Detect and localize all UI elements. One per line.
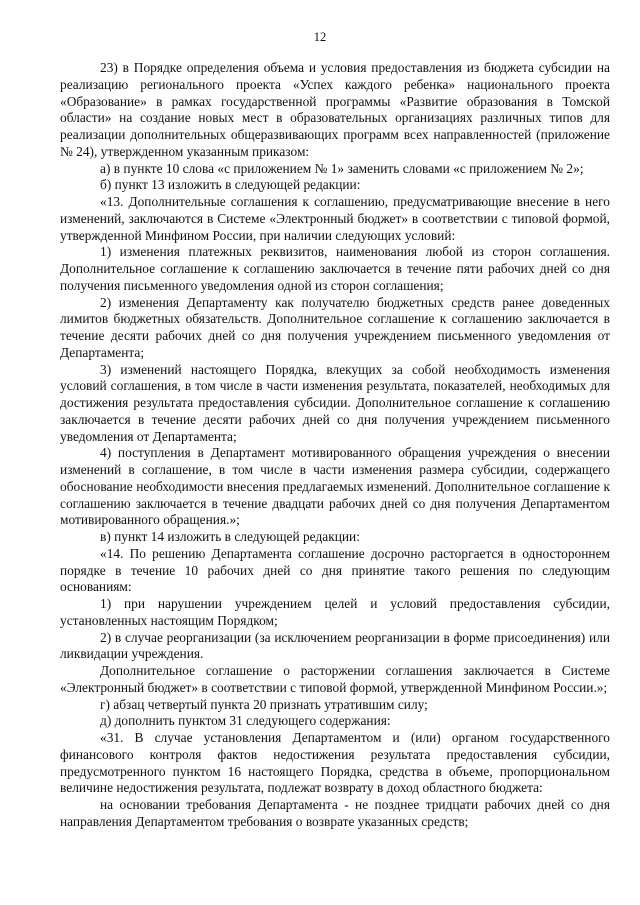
paragraph-14: «14. По решению Департамента соглашение досрочно расторгается в одностороннем порядке в течение 10 рабочих дней со дня принятие такого решения по следующим основаниям:: [60, 545, 610, 595]
paragraph-13-item-4: 4) поступления в Департамент мотивированного обращения учреждения о внесении изменений в соглашение, в том числе в части изменения размера субсидии, содержащего обоснование необходимости внесения предлагаемых изменений. Дополнительное соглашение к соглашению заключается в течение двадцати рабочих дней со дня получения Департаментом мотивированного обращения.»;: [60, 445, 610, 528]
document-body: [60, 60, 610, 831]
paragraph-31: «31. В случае установления Департаментом и (или) органом государственного финансового контроля фактов недостижения результата предоставления субсидии, предусмотренного пунктом 16 настоящего Порядка, средства в объеме, пропорциональном величине недостижения результата, подлежат возврату в доход областного бюджета:: [60, 730, 610, 796]
paragraph-g: г) абзац четвертый пункта 20 признать утратившим силу;: [100, 696, 428, 712]
paragraph-13-item-1: 1) изменения платежных реквизитов, наименования любой из сторон соглашения. Дополнительное соглашение к соглашению заключается в течение пяти рабочих дней со дня получения письменного уведомления одной из сторон соглашения;: [60, 244, 610, 293]
paragraph-14-termination: Дополнительное соглашение о расторжении соглашения заключается в Системе «Электронный бюджет» в соответствии с типовой формой, утвержденной Минфином России.»;: [60, 663, 610, 695]
paragraph-b: б) пункт 13 изложить в следующей редакции:: [100, 177, 361, 193]
paragraph-14-item-1: 1) при нарушении учреждением целей и условий предоставления субсидии, установленных настоящим Порядком;: [60, 596, 610, 628]
paragraph-14-item-2: 2) в случае реорганизации (за исключением реорганизации в форме присоединения) или ликвидации учреждения.: [60, 629, 610, 662]
paragraph-13: «13. Дополнительные соглашения к соглашению, предусматривающие внесение в него изменений, заключаются в Системе «Электронный бюджет» в соответствии с типовой формой, утвержденной Минфином России, при наличии следующих условий:: [60, 194, 610, 243]
page-number: 12: [313, 30, 327, 44]
paragraph-23-intro: 23) в Порядке определения объема и условия предоставления из бюджета субсидии на реализацию регионального проекта «Успех каждого ребенка» национального проекта «Образование» в рамках государственной программы «Развитие образования в Томской области» на создание новых мест в образовательных организациях различных типов для реализации дополнительных общеразвивающих программ всех направленностей (приложение № 24), утвержденном указанным приказом:: [60, 60, 610, 159]
paragraph-13-item-3: 3) изменений настоящего Порядка, влекущих за собой необходимость изменения условий соглашения, в том числе в части изменения результата, показателей, необходимых для достижения результата предоставления субсидии. Дополнительное соглашение к соглашению заключается в течение десяти рабочих дней со дня получения учреждением письменного уведомления от Департамента;: [60, 361, 610, 444]
paragraph-v: в) пункт 14 изложить в следующей редакции:: [100, 529, 360, 544]
paragraph-d: д) дополнить пунктом 31 следующего содержания:: [100, 713, 391, 729]
paragraph-13-item-2: 2) изменения Департаменту как получателю бюджетных средств ранее доведенных лимитов бюджетных обязательств. Дополнительное соглашение к соглашению заключается в течение десяти рабочих дней со дня получения учреждением письменного уведомления от Департамента;: [60, 294, 610, 360]
paragraph-31-demand: на основании требования Департамента - не позднее тридцати рабочих дней со дня направления Департаментом требования о возврате указанных средств;: [60, 797, 610, 829]
paragraph-a: а) в пункте 10 слова «с приложением № 1» заменить словами «с приложением № 2»;: [100, 160, 584, 176]
